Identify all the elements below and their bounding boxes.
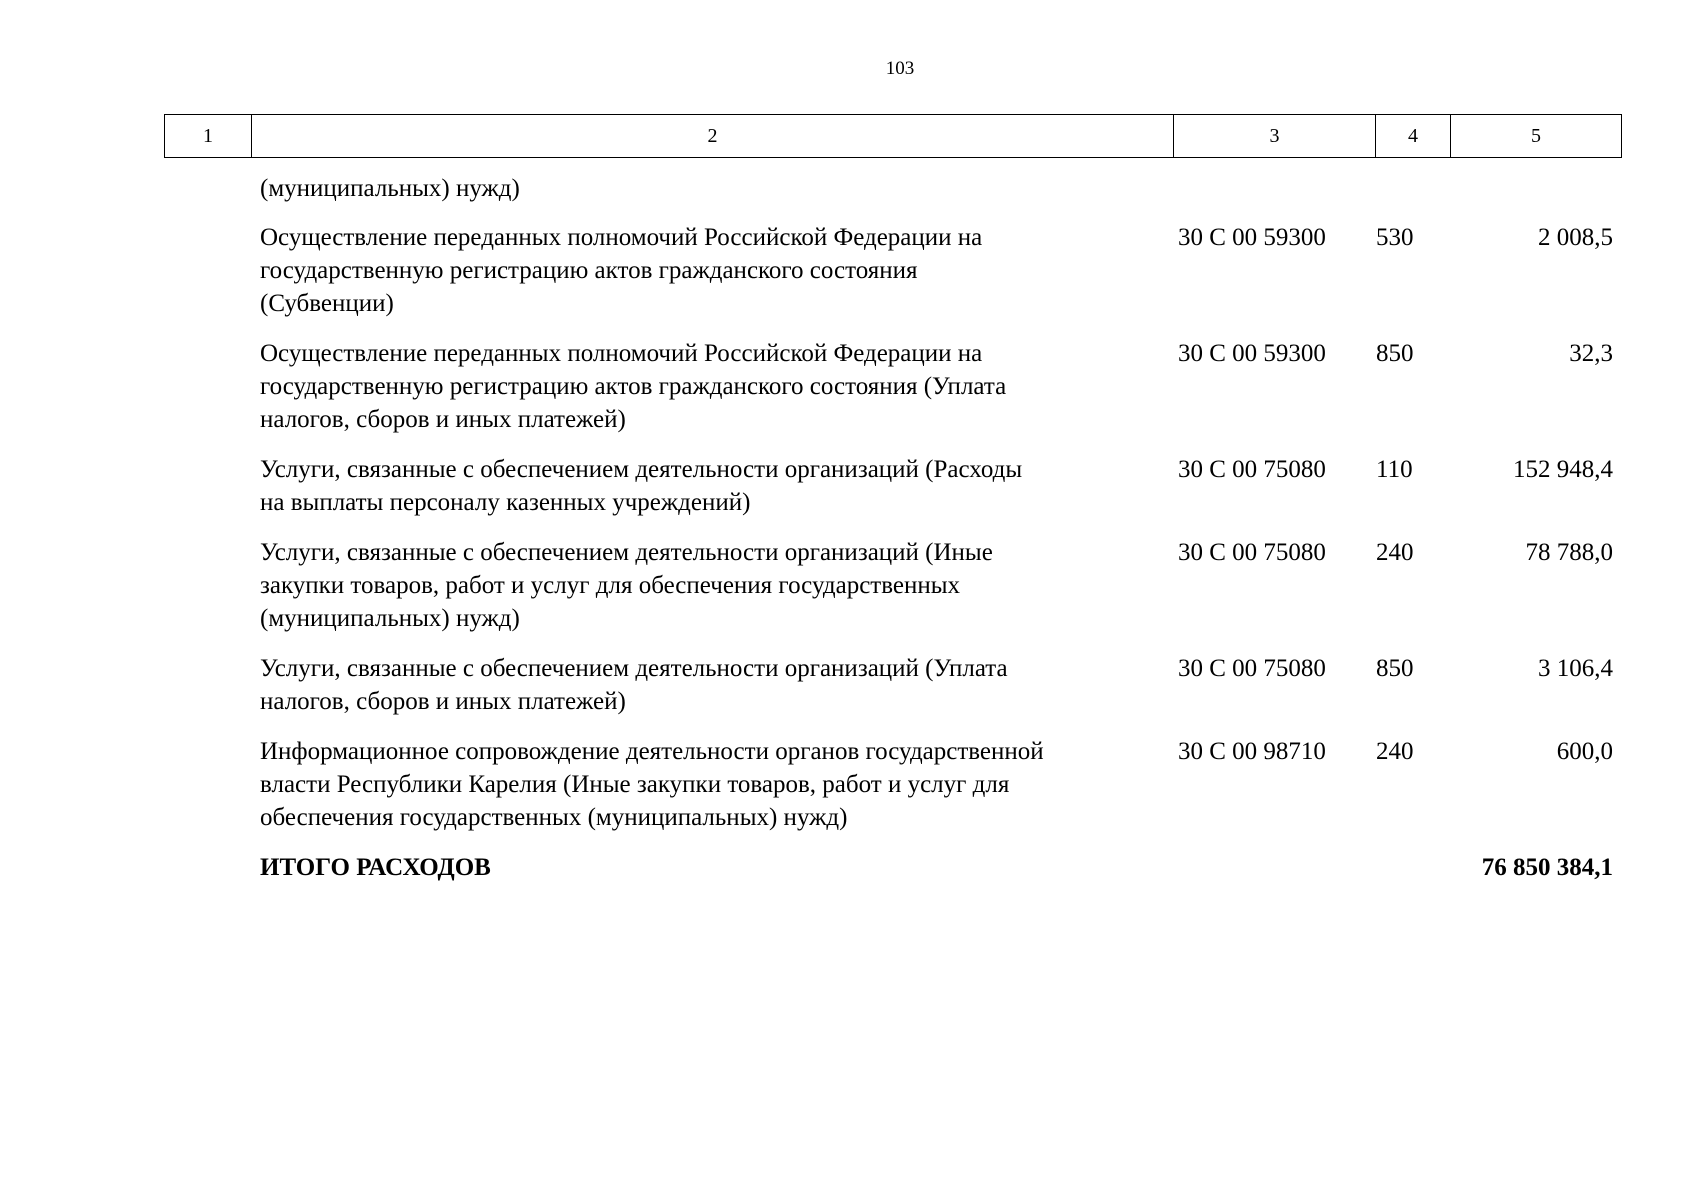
- row-amount: 152 948,4: [1513, 456, 1613, 483]
- column-header-1: 1: [165, 115, 252, 157]
- row-description: [260, 735, 1178, 834]
- row-amount: 32,3: [1569, 340, 1613, 367]
- table-row: [164, 652, 1622, 718]
- row-code: 30 С 00 75080: [1178, 456, 1326, 483]
- description-line: налогов, сборов и иных платежей): [260, 406, 626, 433]
- row-amount: 2 008,5: [1538, 224, 1613, 251]
- table-row: [164, 453, 1622, 519]
- row-amount: 600,0: [1556, 738, 1613, 765]
- total-amount: 76 850 384,1: [1481, 854, 1613, 881]
- column-header-2: 2: [252, 115, 1174, 157]
- description-line: власти Республики Карелия (Иные закупки товаров, работ и услуг для: [260, 771, 1010, 798]
- continuation-row: [164, 172, 1622, 205]
- row-expense-type: 850: [1376, 340, 1414, 367]
- description-line: Услуги, связанные с обеспечением деятельности организаций (Расходы: [260, 456, 1023, 483]
- description-line: государственную регистрацию актов гражданского состояния (Уплата: [260, 373, 1007, 400]
- row-expense-type: 850: [1376, 655, 1414, 682]
- row-code: 30 С 00 59300: [1178, 224, 1326, 251]
- description-line: государственную регистрацию актов гражданского состояния: [260, 257, 918, 284]
- description-line: обеспечения государственных (муниципальных) нужд): [260, 804, 848, 831]
- row-description: [260, 652, 1178, 718]
- column-header-row: [164, 114, 1622, 158]
- description-line: налогов, сборов и иных платежей): [260, 688, 626, 715]
- row-description: [260, 221, 1178, 320]
- row-code: 30 С 00 75080: [1178, 655, 1326, 682]
- row-description: [260, 536, 1178, 635]
- table-row: [164, 536, 1622, 635]
- row-description: (муниципальных) нужд): [260, 175, 520, 202]
- row-code: 30 С 00 98710: [1178, 738, 1326, 765]
- table-rows: [164, 221, 1622, 834]
- row-expense-type: 530: [1376, 224, 1414, 251]
- row-amount: 3 106,4: [1538, 655, 1613, 682]
- row-code: 30 С 00 75080: [1178, 539, 1326, 566]
- page-number: 103: [885, 58, 915, 79]
- table-row: [164, 337, 1622, 436]
- description-line: Услуги, связанные с обеспечением деятельности организаций (Иные: [260, 539, 993, 566]
- description-line: Осуществление переданных полномочий Российской Федерации на: [260, 340, 983, 367]
- row-description: [260, 337, 1178, 436]
- column-header-5: 5: [1531, 124, 1541, 147]
- row-expense-type: 110: [1376, 456, 1413, 483]
- description-line: (Субвенции): [260, 290, 394, 317]
- description-line: Осуществление переданных полномочий Российской Федерации на: [260, 224, 983, 251]
- description-line: Информационное сопровождение деятельности органов государственной: [260, 738, 1044, 765]
- column-header-4: 4: [1376, 115, 1451, 157]
- description-line: на выплаты персоналу казенных учреждений): [260, 489, 751, 516]
- description-line: (муниципальных) нужд): [260, 605, 520, 632]
- total-label: ИТОГО РАСХОДОВ: [260, 854, 491, 881]
- row-expense-type: 240: [1376, 738, 1414, 765]
- table-row: [164, 735, 1622, 834]
- total-row: [164, 851, 1622, 884]
- column-header-3: 3: [1174, 115, 1376, 157]
- description-line: закупки товаров, работ и услуг для обеспечения государственных: [260, 572, 961, 599]
- row-description: [260, 453, 1178, 519]
- row-expense-type: 240: [1376, 539, 1414, 566]
- row-code: 30 С 00 59300: [1178, 340, 1326, 367]
- row-amount: 78 788,0: [1525, 539, 1613, 566]
- description-line: Услуги, связанные с обеспечением деятельности организаций (Уплата: [260, 655, 1008, 682]
- budget-table-body: [164, 172, 1622, 901]
- table-row: [164, 221, 1622, 320]
